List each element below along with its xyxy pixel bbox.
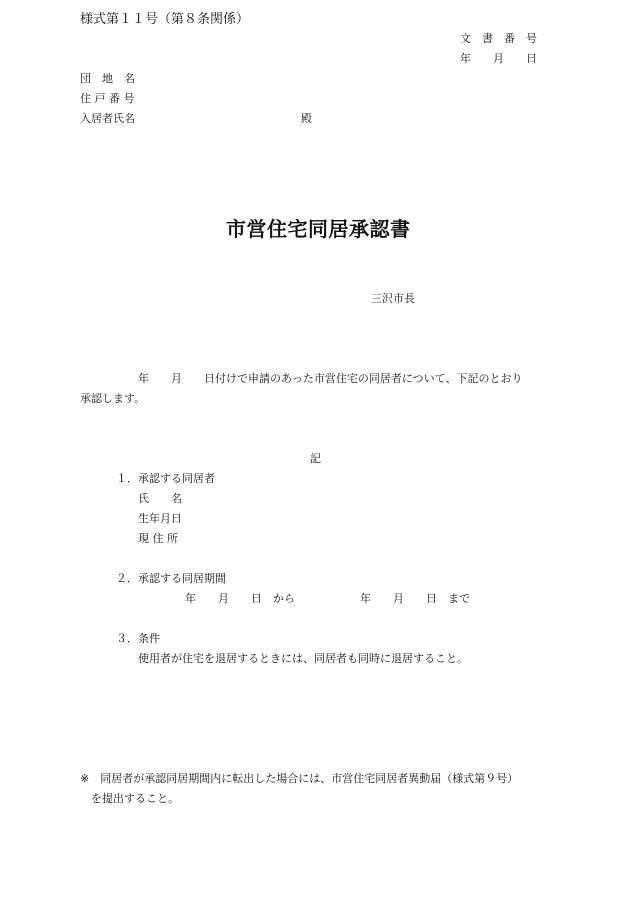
period-from: 年 月 日 から [185,592,295,605]
body-text-line2: 承認します。 [80,392,146,405]
item3-heading: ３．条件 [116,632,160,645]
cohabitant-name-label: 氏 名 [138,492,182,505]
honorific: 殿 [301,112,312,125]
form-number: 様式第１１号（第８条関係） [80,12,250,27]
condition-text: 使用者が住宅を退居するときには、同居者も同時に退居すること。 [138,652,468,665]
body-text-line1: 年 月 日付けで申請のあった市営住宅の同居者について、下記のとおり [138,372,523,385]
doc-number-label: 文 書 番 号 [460,32,537,45]
unit-number-label: 住 戸 番 号 [80,92,135,105]
birthdate-label: 生年月日 [138,512,182,525]
resident-name-label: 入居者氏名 [80,112,135,125]
issuer: 三沢市長 [371,292,415,305]
note-line1: ※ 同居者が承認同居期間内に転出した場合には、市営住宅同居者異動届（様式第９号） [80,772,519,785]
note-line2: を提出すること。 [91,792,179,805]
item1-heading: １．承認する同居者 [116,472,215,485]
current-address-label: 現 住 所 [138,532,178,545]
page-title: 市営住宅同居承認書 [226,217,411,241]
estate-name-label: 団 地 名 [80,72,135,85]
ki-heading: 記 [310,452,321,465]
item2-heading: ２．承認する同居期間 [116,572,226,585]
period-to: 年 月 日 まで [360,592,470,605]
date-label: 年 月 日 [460,52,537,65]
